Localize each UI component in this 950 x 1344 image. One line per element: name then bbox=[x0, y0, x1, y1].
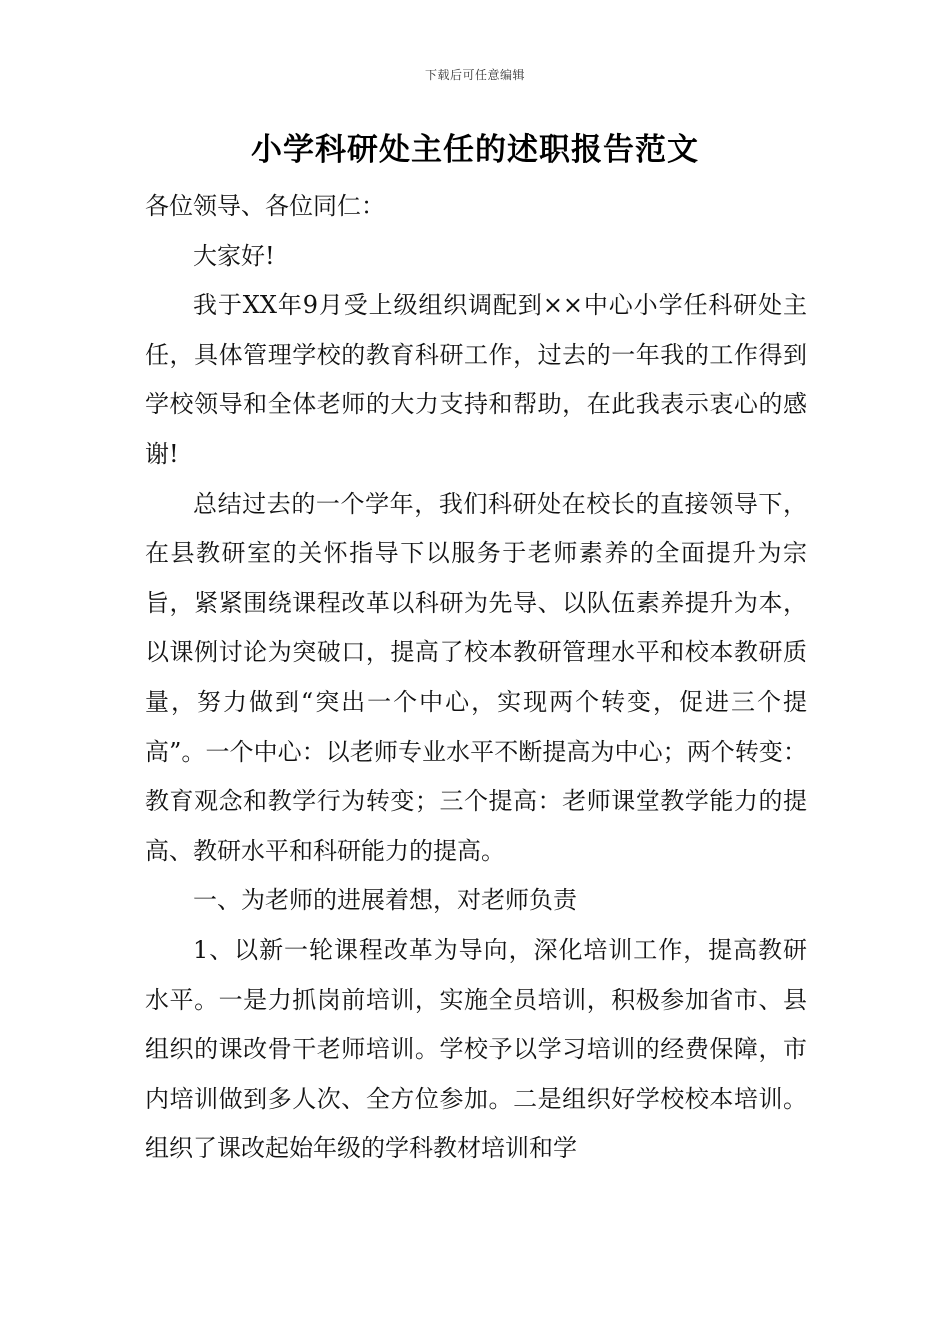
greeting: 大家好! bbox=[193, 241, 275, 270]
header-note: 下载后可任意编辑 bbox=[424, 68, 525, 82]
salutation: 各位领导、各位同仁： bbox=[145, 192, 385, 220]
paragraph-training: 1、以新一轮课程改革为导向，深化培训工作，提高教研水平。一是力抓岗前培训，实施全员培训，积极参加省市、县组织的课改骨干老师培训。学校予以学习培训的经费保障，市内培训做到多人次、全方位参加。二是组织好学校校本培训。组织了课改起始年级的学科教材培训和学 bbox=[145, 935, 807, 1163]
document-title: 小学科研处主任的述职报告范文 bbox=[251, 132, 699, 168]
section-heading: 一、为老师的进展着想，对老师负责 bbox=[193, 886, 577, 915]
document-body bbox=[145, 182, 807, 1174]
paragraph-summary: 总结过去的一个学年，我们科研处在校长的直接领导下，在县教研室的关怀指导下以服务于老师素养的全面提升为宗旨，紧紧围绕课程改革以科研为先导、以队伍素养提升为本，以课例讨论为突破口，提高了校本教研管理水平和校本教研质量，努力做到“突出一个中心，实现两个转变，促进三个提高”。一个中心：以老师专业水平不断提高为中心；两个转变：教育观念和教学行为转变；三个提高：老师课堂教学能力的提高、教研水平和科研能力的提高。 bbox=[145, 489, 807, 865]
paragraph-intro: 我于XX年9月受上级组织调配到××中心小学任科研处主任，具体管理学校的教育科研工作，过去的一年我的工作得到学校领导和全体老师的大力支持和帮助，在此我表示衷心的感谢! bbox=[145, 291, 807, 468]
